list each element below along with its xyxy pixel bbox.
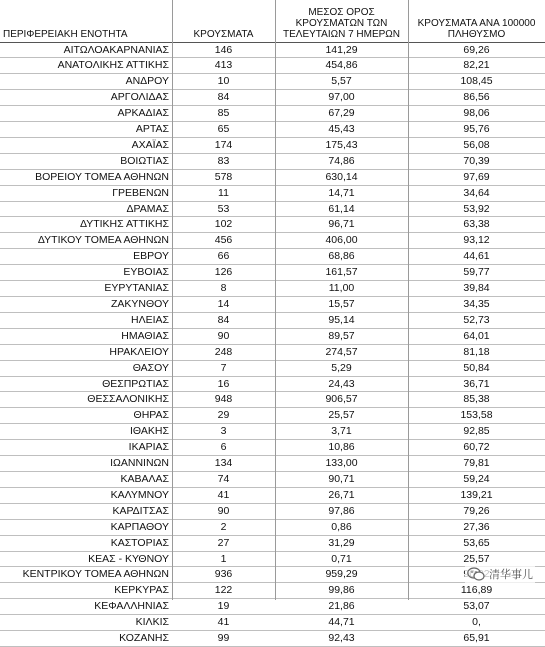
cell-cases: 6 bbox=[172, 440, 275, 456]
cell-region: ΚΕΦΑΛΛΗΝΙΑΣ bbox=[0, 599, 172, 615]
cell-per100k: 59,24 bbox=[408, 471, 545, 487]
watermark bbox=[465, 565, 535, 583]
cell-region: ΘΑΣΟΥ bbox=[0, 360, 172, 376]
header-avg bbox=[275, 0, 408, 42]
table-row bbox=[0, 392, 545, 408]
cell-region: ΕΒΡΟΥ bbox=[0, 249, 172, 265]
table-row bbox=[0, 281, 545, 297]
cell-avg: 96,71 bbox=[275, 217, 408, 233]
cell-per100k: 50,84 bbox=[408, 360, 545, 376]
cell-per100k: 63,38 bbox=[408, 217, 545, 233]
cell-avg: 45,43 bbox=[275, 122, 408, 138]
cell-cases: 16 bbox=[172, 376, 275, 392]
cell-avg: 61,14 bbox=[275, 201, 408, 217]
cell-per100k: 116,89 bbox=[408, 583, 545, 599]
cell-avg: 10,86 bbox=[275, 440, 408, 456]
table-row bbox=[0, 153, 545, 169]
table-row bbox=[0, 90, 545, 106]
cell-cases: 3 bbox=[172, 424, 275, 440]
cell-cases: 134 bbox=[172, 456, 275, 472]
cell-region: ΒΟΡΕΙΟΥ ΤΟΜΕΑ ΑΘΗΝΩΝ bbox=[0, 169, 172, 185]
cell-cases: 83 bbox=[172, 153, 275, 169]
table-row bbox=[0, 615, 545, 631]
cell-cases: 14 bbox=[172, 297, 275, 313]
cell-avg: 92,43 bbox=[275, 631, 408, 647]
cell-region: ΑΡΓΟΛΙΔΑΣ bbox=[0, 90, 172, 106]
cell-avg: 24,43 bbox=[275, 376, 408, 392]
cell-region: ΕΥΡΥΤΑΝΙΑΣ bbox=[0, 281, 172, 297]
table-row bbox=[0, 58, 545, 74]
table-row bbox=[0, 631, 545, 647]
column-divider bbox=[172, 0, 173, 600]
cell-avg: 406,00 bbox=[275, 233, 408, 249]
cell-cases: 53 bbox=[172, 201, 275, 217]
cell-per100k: 53,92 bbox=[408, 201, 545, 217]
cell-avg: 99,86 bbox=[275, 583, 408, 599]
table-row bbox=[0, 440, 545, 456]
cell-per100k: 82,21 bbox=[408, 58, 545, 74]
cell-per100k: 53,07 bbox=[408, 599, 545, 615]
cell-per100k: 69,26 bbox=[408, 42, 545, 58]
table-row bbox=[0, 122, 545, 138]
header-region: ΠΕΡΙΦΕΡΕΙΑΚΗ ΕΝΟΤΗΤΑ bbox=[3, 28, 128, 40]
cell-avg: 3,71 bbox=[275, 424, 408, 440]
cell-region: ΑΝΑΤΟΛΙΚΗΣ ΑΤΤΙΚΗΣ bbox=[0, 58, 172, 74]
cell-region: ΚΑΛΥΜΝΟΥ bbox=[0, 487, 172, 503]
cell-per100k: 81,18 bbox=[408, 344, 545, 360]
cell-avg: 141,29 bbox=[275, 42, 408, 58]
table-header bbox=[0, 0, 545, 42]
table-row bbox=[0, 408, 545, 424]
table-row bbox=[0, 503, 545, 519]
cell-per100k: 70,39 bbox=[408, 153, 545, 169]
cell-per100k: 25,57 bbox=[408, 551, 545, 567]
cell-avg: 14,71 bbox=[275, 185, 408, 201]
cell-avg: 67,29 bbox=[275, 106, 408, 122]
cell-cases: 29 bbox=[172, 408, 275, 424]
table-row bbox=[0, 74, 545, 90]
cell-cases: 456 bbox=[172, 233, 275, 249]
watermark-text: 清华事儿 bbox=[489, 569, 533, 581]
table-row bbox=[0, 535, 545, 551]
header-avg-line-2: ΚΡΟΥΣΜΑΤΩΝ ΤΩΝ bbox=[295, 17, 388, 29]
table-row bbox=[0, 217, 545, 233]
cell-avg: 26,71 bbox=[275, 487, 408, 503]
table-row bbox=[0, 599, 545, 615]
cell-per100k: 139,21 bbox=[408, 487, 545, 503]
table-row bbox=[0, 567, 545, 583]
table-row bbox=[0, 185, 545, 201]
table-row bbox=[0, 201, 545, 217]
cell-region: ΗΡΑΚΛΕΙΟΥ bbox=[0, 344, 172, 360]
cell-region: ΑΧΑΪΑΣ bbox=[0, 137, 172, 153]
cell-per100k: 34,35 bbox=[408, 297, 545, 313]
cell-cases: 102 bbox=[172, 217, 275, 233]
table-row bbox=[0, 471, 545, 487]
cell-avg: 97,86 bbox=[275, 503, 408, 519]
cell-cases: 146 bbox=[172, 42, 275, 58]
table-row bbox=[0, 297, 545, 313]
column-divider bbox=[408, 0, 409, 600]
cell-region: ΚΑΡΠΑΘΟΥ bbox=[0, 519, 172, 535]
cell-per100k: 65,91 bbox=[408, 631, 545, 647]
cell-avg: 274,57 bbox=[275, 344, 408, 360]
cell-per100k: 79,26 bbox=[408, 503, 545, 519]
cell-avg: 25,57 bbox=[275, 408, 408, 424]
table-row bbox=[0, 551, 545, 567]
cell-region: ΙΩΑΝΝΙΝΩΝ bbox=[0, 456, 172, 472]
cell-avg: 630,14 bbox=[275, 169, 408, 185]
cell-region: ΔΥΤΙΚΟΥ ΤΟΜΕΑ ΑΘΗΝΩΝ bbox=[0, 233, 172, 249]
cell-per100k: 44,61 bbox=[408, 249, 545, 265]
cell-cases: 41 bbox=[172, 615, 275, 631]
cell-cases: 248 bbox=[172, 344, 275, 360]
cell-region: ΒΟΙΩΤΙΑΣ bbox=[0, 153, 172, 169]
cell-region: ΚΕΑΣ - ΚΥΘΝΟΥ bbox=[0, 551, 172, 567]
cell-cases: 10 bbox=[172, 74, 275, 90]
cell-region: ΙΚΑΡΙΑΣ bbox=[0, 440, 172, 456]
cell-avg: 0,86 bbox=[275, 519, 408, 535]
cell-avg: 89,57 bbox=[275, 328, 408, 344]
cell-avg: 959,29 bbox=[275, 567, 408, 583]
cell-region: ΙΘΑΚΗΣ bbox=[0, 424, 172, 440]
cell-per100k: 34,64 bbox=[408, 185, 545, 201]
cell-cases: 65 bbox=[172, 122, 275, 138]
cell-region: ΚΟΖΑΝΗΣ bbox=[0, 631, 172, 647]
cell-per100k: 36,71 bbox=[408, 376, 545, 392]
cell-avg: 0,71 bbox=[275, 551, 408, 567]
cell-per100k: 27,36 bbox=[408, 519, 545, 535]
cell-cases: 84 bbox=[172, 90, 275, 106]
cell-region: ΔΥΤΙΚΗΣ ΑΤΤΙΚΗΣ bbox=[0, 217, 172, 233]
cell-per100k: 85,38 bbox=[408, 392, 545, 408]
table-row bbox=[0, 233, 545, 249]
cell-cases: 948 bbox=[172, 392, 275, 408]
cell-avg: 133,00 bbox=[275, 456, 408, 472]
cell-region: ΑΝΔΡΟΥ bbox=[0, 74, 172, 90]
cell-avg: 31,29 bbox=[275, 535, 408, 551]
cell-per100k: 92,85 bbox=[408, 424, 545, 440]
cell-cases: 413 bbox=[172, 58, 275, 74]
cell-region: ΔΡΑΜΑΣ bbox=[0, 201, 172, 217]
header-per100k-line-1: ΚΡΟΥΣΜΑΤΑ ΑΝΑ 100000 bbox=[417, 17, 536, 29]
cell-per100k: 153,58 bbox=[408, 408, 545, 424]
cell-per100k: 0, bbox=[408, 615, 545, 631]
cell-region: ΗΜΑΘΙΑΣ bbox=[0, 328, 172, 344]
cell-per100k: 108,45 bbox=[408, 74, 545, 90]
cell-per100k: 64,01 bbox=[408, 328, 545, 344]
cell-cases: 1 bbox=[172, 551, 275, 567]
table-row bbox=[0, 249, 545, 265]
cell-region: ΚΑΒΑΛΑΣ bbox=[0, 471, 172, 487]
cell-region: ΚΕΡΚΥΡΑΣ bbox=[0, 583, 172, 599]
header-avg-line-3: ΤΕΛΕΥΤΑΙΩΝ 7 ΗΜΕΡΩΝ bbox=[282, 28, 401, 40]
cell-avg: 5,29 bbox=[275, 360, 408, 376]
cell-region: ΚΙΛΚΙΣ bbox=[0, 615, 172, 631]
cell-avg: 97,00 bbox=[275, 90, 408, 106]
table-row bbox=[0, 312, 545, 328]
header-per100k bbox=[408, 0, 545, 42]
cell-region: ΘΕΣΣΑΛΟΝΙΚΗΣ bbox=[0, 392, 172, 408]
cell-cases: 74 bbox=[172, 471, 275, 487]
cell-region: ΚΑΡΔΙΤΣΑΣ bbox=[0, 503, 172, 519]
cell-region: ΘΕΣΠΡΩΤΙΑΣ bbox=[0, 376, 172, 392]
table-row bbox=[0, 42, 545, 58]
cell-cases: 8 bbox=[172, 281, 275, 297]
cell-region: ΑΡΤΑΣ bbox=[0, 122, 172, 138]
cell-region: ΕΥΒΟΙΑΣ bbox=[0, 265, 172, 281]
cell-cases: 2 bbox=[172, 519, 275, 535]
column-divider bbox=[275, 0, 276, 600]
cell-avg: 95,14 bbox=[275, 312, 408, 328]
cell-region: ΑΙΤΩΛΟΑΚΑΡΝΑΝΙΑΣ bbox=[0, 42, 172, 58]
header-avg-line-1: ΜΕΣΟΣ ΟΡΟΣ bbox=[308, 6, 375, 18]
cell-region: ΚΑΣΤΟΡΙΑΣ bbox=[0, 535, 172, 551]
table-row bbox=[0, 344, 545, 360]
cell-region: ΗΛΕΙΑΣ bbox=[0, 312, 172, 328]
cell-cases: 174 bbox=[172, 137, 275, 153]
cell-avg: 5,57 bbox=[275, 74, 408, 90]
cell-avg: 454,86 bbox=[275, 58, 408, 74]
cell-cases: 41 bbox=[172, 487, 275, 503]
cell-cases: 99 bbox=[172, 631, 275, 647]
cell-per100k: 60,72 bbox=[408, 440, 545, 456]
table-row bbox=[0, 360, 545, 376]
cell-per100k: 93,12 bbox=[408, 233, 545, 249]
table-row bbox=[0, 487, 545, 503]
cell-avg: 161,57 bbox=[275, 265, 408, 281]
table-row bbox=[0, 265, 545, 281]
cell-region: ΚΕΝΤΡΙΚΟΥ ΤΟΜΕΑ ΑΘΗΝΩΝ bbox=[0, 567, 172, 583]
table-body bbox=[0, 42, 545, 646]
cell-cases: 84 bbox=[172, 312, 275, 328]
header-cases: ΚΡΟΥΣΜΑΤΑ bbox=[193, 28, 254, 40]
cell-cases: 11 bbox=[172, 185, 275, 201]
table-row bbox=[0, 519, 545, 535]
cell-avg: 11,00 bbox=[275, 281, 408, 297]
cell-per100k: 79,81 bbox=[408, 456, 545, 472]
cell-avg: 74,86 bbox=[275, 153, 408, 169]
cell-avg: 175,43 bbox=[275, 137, 408, 153]
cell-per100k: 95,76 bbox=[408, 122, 545, 138]
cell-cases: 936 bbox=[172, 567, 275, 583]
cell-cases: 578 bbox=[172, 169, 275, 185]
cell-per100k: 52,73 bbox=[408, 312, 545, 328]
cell-cases: 27 bbox=[172, 535, 275, 551]
header-per100k-line-2: ΠΛΗΘΥΣΜΟ bbox=[447, 28, 506, 40]
cell-cases: 90 bbox=[172, 503, 275, 519]
table-row bbox=[0, 106, 545, 122]
cell-per100k: 56,08 bbox=[408, 137, 545, 153]
cell-region: ΑΡΚΑΔΙΑΣ bbox=[0, 106, 172, 122]
table-row bbox=[0, 456, 545, 472]
table-row bbox=[0, 328, 545, 344]
cell-avg: 15,57 bbox=[275, 297, 408, 313]
cell-per100k: 59,77 bbox=[408, 265, 545, 281]
cell-region: ΓΡΕΒΕΝΩΝ bbox=[0, 185, 172, 201]
wechat-icon bbox=[467, 567, 485, 582]
table-row bbox=[0, 583, 545, 599]
cell-avg: 21,86 bbox=[275, 599, 408, 615]
cell-per100k: 86,56 bbox=[408, 90, 545, 106]
cell-cases: 7 bbox=[172, 360, 275, 376]
cell-per100k: 97,69 bbox=[408, 169, 545, 185]
cell-avg: 90,71 bbox=[275, 471, 408, 487]
cell-cases: 90 bbox=[172, 328, 275, 344]
cell-per100k: 98,06 bbox=[408, 106, 545, 122]
cell-cases: 66 bbox=[172, 249, 275, 265]
cell-per100k: 39,84 bbox=[408, 281, 545, 297]
cell-avg: 906,57 bbox=[275, 392, 408, 408]
cell-region: ΖΑΚΥΝΘΟΥ bbox=[0, 297, 172, 313]
cell-cases: 122 bbox=[172, 583, 275, 599]
table-row bbox=[0, 376, 545, 392]
cell-avg: 68,86 bbox=[275, 249, 408, 265]
cell-cases: 19 bbox=[172, 599, 275, 615]
cell-per100k: 53,65 bbox=[408, 535, 545, 551]
table-row bbox=[0, 169, 545, 185]
cell-region: ΘΗΡΑΣ bbox=[0, 408, 172, 424]
cell-cases: 85 bbox=[172, 106, 275, 122]
cell-cases: 126 bbox=[172, 265, 275, 281]
table-row bbox=[0, 137, 545, 153]
table-row bbox=[0, 424, 545, 440]
cell-avg: 44,71 bbox=[275, 615, 408, 631]
